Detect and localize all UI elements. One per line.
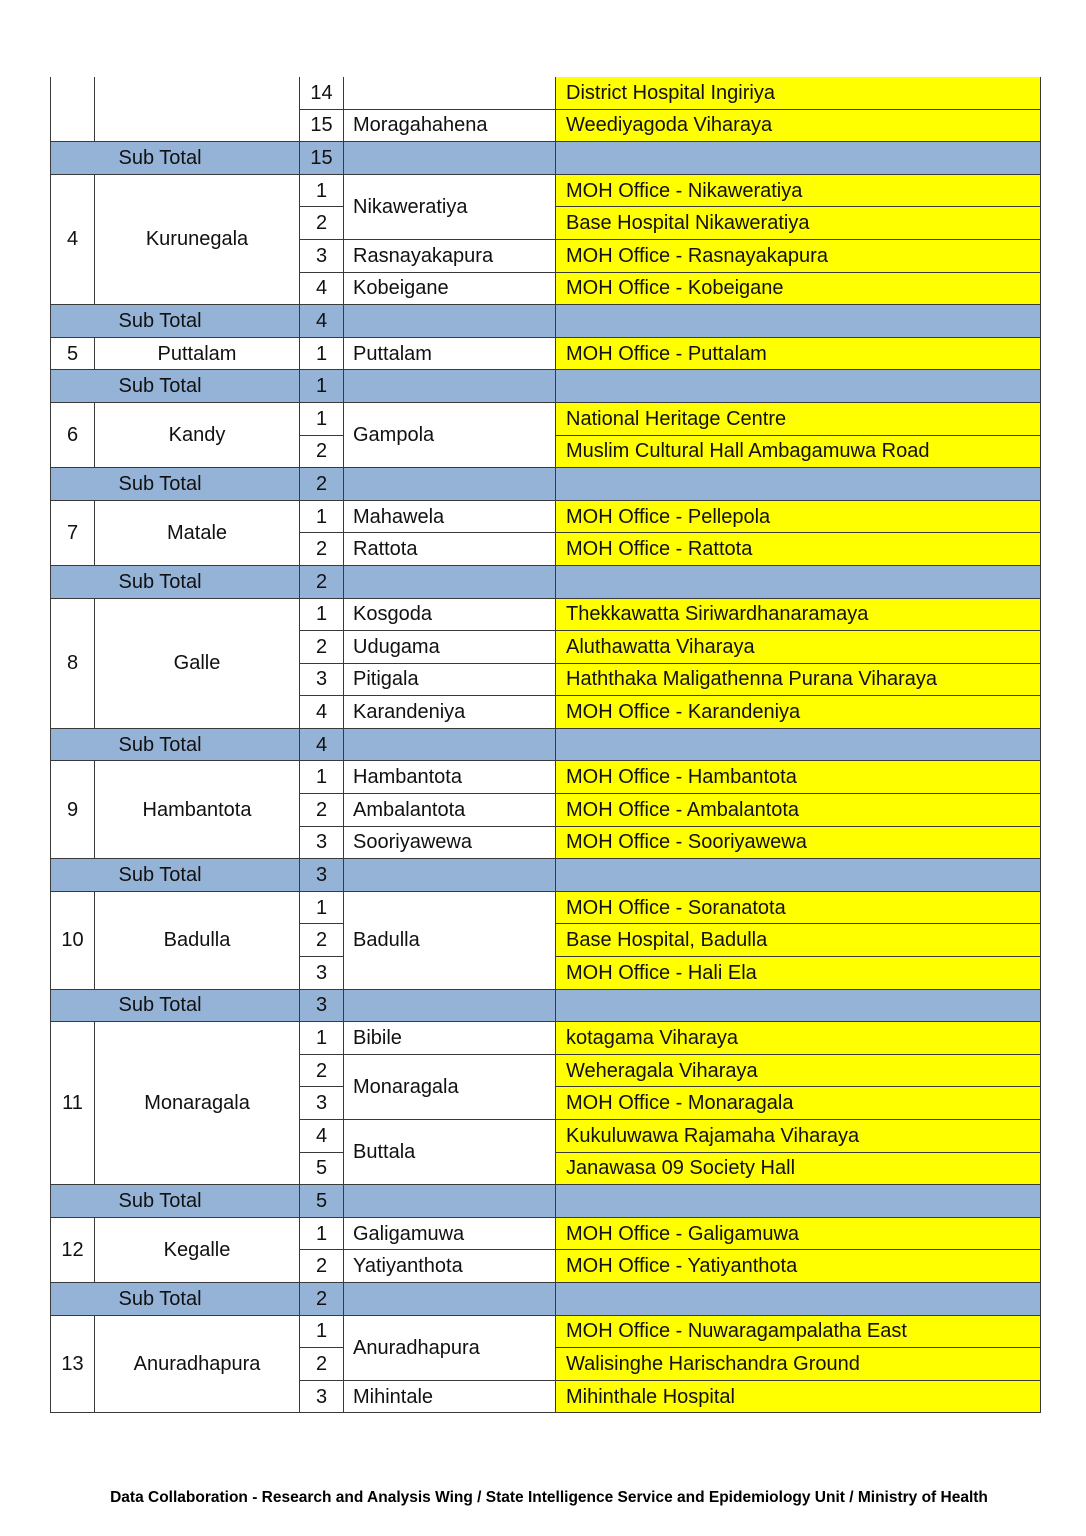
table-row bbox=[51, 891, 1041, 924]
row-index: 1 bbox=[300, 891, 344, 924]
vaccination-location: Muslim Cultural Hall Ambagamuwa Road bbox=[556, 435, 1041, 468]
district-number: 13 bbox=[51, 1315, 95, 1413]
subtotal-empty-cell bbox=[556, 142, 1041, 175]
table-row bbox=[51, 1022, 1041, 1055]
moh-area: Mihintale bbox=[344, 1380, 556, 1413]
subtotal-value: 2 bbox=[300, 1282, 344, 1315]
subtotal-empty-cell bbox=[556, 565, 1041, 598]
vaccination-location: Aluthawatta Viharaya bbox=[556, 631, 1041, 664]
vaccination-location: MOH Office - Karandeniya bbox=[556, 696, 1041, 729]
row-index: 3 bbox=[300, 1087, 344, 1120]
district-number: 7 bbox=[51, 500, 95, 565]
subtotal-label: Sub Total bbox=[51, 728, 300, 761]
moh-area: Karandeniya bbox=[344, 696, 556, 729]
subtotal-empty-cell bbox=[344, 1282, 556, 1315]
subtotal-label: Sub Total bbox=[51, 142, 300, 175]
subtotal-empty-cell bbox=[344, 1185, 556, 1218]
table-row bbox=[51, 402, 1041, 435]
subtotal-empty-cell bbox=[556, 989, 1041, 1022]
district-number: 4 bbox=[51, 174, 95, 304]
vaccination-location: MOH Office - Ambalantota bbox=[556, 794, 1041, 827]
table-row bbox=[51, 598, 1041, 631]
district-name bbox=[95, 77, 300, 142]
row-index: 15 bbox=[300, 109, 344, 142]
subtotal-row bbox=[51, 468, 1041, 501]
moh-area: Pitigala bbox=[344, 663, 556, 696]
subtotal-row bbox=[51, 728, 1041, 761]
row-index: 2 bbox=[300, 794, 344, 827]
moh-area: Ambalantota bbox=[344, 794, 556, 827]
row-index: 14 bbox=[300, 77, 344, 109]
row-index: 1 bbox=[300, 1217, 344, 1250]
moh-area: Monaragala bbox=[344, 1054, 556, 1119]
vaccination-location: MOH Office - Monaragala bbox=[556, 1087, 1041, 1120]
district-name: Kandy bbox=[95, 402, 300, 467]
vaccination-location: MOH Office - Kobeigane bbox=[556, 272, 1041, 305]
vaccination-location: MOH Office - Rasnayakapura bbox=[556, 239, 1041, 272]
subtotal-empty-cell bbox=[556, 859, 1041, 892]
subtotal-empty-cell bbox=[344, 728, 556, 761]
subtotal-empty-cell bbox=[556, 305, 1041, 338]
subtotal-value: 2 bbox=[300, 565, 344, 598]
subtotal-empty-cell bbox=[344, 370, 556, 403]
moh-area: Puttalam bbox=[344, 337, 556, 370]
row-index: 2 bbox=[300, 1348, 344, 1381]
subtotal-value: 5 bbox=[300, 1185, 344, 1218]
vaccination-location: MOH Office - Yatiyanthota bbox=[556, 1250, 1041, 1283]
row-index: 2 bbox=[300, 533, 344, 566]
district-number: 12 bbox=[51, 1217, 95, 1282]
vaccination-location: Janawasa 09 Society Hall bbox=[556, 1152, 1041, 1185]
row-index: 2 bbox=[300, 631, 344, 664]
subtotal-empty-cell bbox=[556, 1185, 1041, 1218]
moh-area bbox=[344, 77, 556, 109]
district-name: Galle bbox=[95, 598, 300, 728]
table-row bbox=[51, 1315, 1041, 1348]
vaccination-location: MOH Office - Pellepola bbox=[556, 500, 1041, 533]
vaccination-location: Kukuluwawa Rajamaha Viharaya bbox=[556, 1120, 1041, 1153]
vaccination-location: District Hospital Ingiriya bbox=[556, 77, 1041, 109]
moh-area: Udugama bbox=[344, 631, 556, 664]
vaccination-location: Weheragala Viharaya bbox=[556, 1054, 1041, 1087]
moh-area: Moragahahena bbox=[344, 109, 556, 142]
moh-area: Nikaweratiya bbox=[344, 174, 556, 239]
subtotal-empty-cell bbox=[556, 728, 1041, 761]
district-name: Hambantota bbox=[95, 761, 300, 859]
vaccination-location: MOH Office - Nikaweratiya bbox=[556, 174, 1041, 207]
subtotal-value: 15 bbox=[300, 142, 344, 175]
footer-credit: Data Collaboration - Research and Analysis Wing / State Intelligence Service and Epidemiology Unit / Ministry of Health bbox=[110, 1489, 988, 1506]
moh-area: Sooriyawewa bbox=[344, 826, 556, 859]
district-number: 9 bbox=[51, 761, 95, 859]
subtotal-row bbox=[51, 1185, 1041, 1218]
subtotal-empty-cell bbox=[344, 142, 556, 175]
row-index: 1 bbox=[300, 337, 344, 370]
vaccination-location: MOH Office - Puttalam bbox=[556, 337, 1041, 370]
vaccination-location: MOH Office - Hambantota bbox=[556, 761, 1041, 794]
moh-area: Galigamuwa bbox=[344, 1217, 556, 1250]
subtotal-row bbox=[51, 370, 1041, 403]
row-index: 2 bbox=[300, 1250, 344, 1283]
row-index: 4 bbox=[300, 272, 344, 305]
row-index: 3 bbox=[300, 1380, 344, 1413]
vaccination-location: Base Hospital Nikaweratiya bbox=[556, 207, 1041, 240]
subtotal-empty-cell bbox=[556, 1282, 1041, 1315]
moh-area: Badulla bbox=[344, 891, 556, 989]
row-index: 2 bbox=[300, 924, 344, 957]
row-index: 3 bbox=[300, 239, 344, 272]
moh-area: Kosgoda bbox=[344, 598, 556, 631]
row-index: 3 bbox=[300, 826, 344, 859]
district-name: Kegalle bbox=[95, 1217, 300, 1282]
subtotal-value: 3 bbox=[300, 989, 344, 1022]
subtotal-row bbox=[51, 305, 1041, 338]
district-number: 8 bbox=[51, 598, 95, 728]
subtotal-empty-cell bbox=[344, 468, 556, 501]
row-index: 2 bbox=[300, 207, 344, 240]
vaccination-location: MOH Office - Galigamuwa bbox=[556, 1217, 1041, 1250]
subtotal-empty-cell bbox=[344, 305, 556, 338]
row-index: 2 bbox=[300, 1054, 344, 1087]
vaccination-location: Mihinthale Hospital bbox=[556, 1380, 1041, 1413]
moh-area: Anuradhapura bbox=[344, 1315, 556, 1380]
subtotal-label: Sub Total bbox=[51, 1185, 300, 1218]
district-number: 6 bbox=[51, 402, 95, 467]
subtotal-row bbox=[51, 989, 1041, 1022]
subtotal-value: 3 bbox=[300, 859, 344, 892]
row-index: 1 bbox=[300, 500, 344, 533]
subtotal-value: 4 bbox=[300, 305, 344, 338]
vaccination-location: MOH Office - Rattota bbox=[556, 533, 1041, 566]
moh-area: Kobeigane bbox=[344, 272, 556, 305]
subtotal-value: 1 bbox=[300, 370, 344, 403]
vaccination-location: Walisinghe Harischandra Ground bbox=[556, 1348, 1041, 1381]
table-row bbox=[51, 77, 1041, 109]
subtotal-label: Sub Total bbox=[51, 859, 300, 892]
vaccination-location: Base Hospital, Badulla bbox=[556, 924, 1041, 957]
vaccination-location: MOH Office - Sooriyawewa bbox=[556, 826, 1041, 859]
district-name: Monaragala bbox=[95, 1022, 300, 1185]
district-name: Kurunegala bbox=[95, 174, 300, 304]
table-row bbox=[51, 761, 1041, 794]
subtotal-label: Sub Total bbox=[51, 1282, 300, 1315]
table-body bbox=[51, 77, 1041, 1413]
table-row bbox=[51, 337, 1041, 370]
vaccination-location: National Heritage Centre bbox=[556, 402, 1041, 435]
subtotal-value: 4 bbox=[300, 728, 344, 761]
subtotal-empty-cell bbox=[344, 565, 556, 598]
table-row bbox=[51, 1217, 1041, 1250]
row-index: 1 bbox=[300, 598, 344, 631]
vaccination-location: Haththaka Maligathenna Purana Viharaya bbox=[556, 663, 1041, 696]
moh-area: Buttala bbox=[344, 1120, 556, 1185]
subtotal-label: Sub Total bbox=[51, 565, 300, 598]
moh-area: Gampola bbox=[344, 402, 556, 467]
moh-area: Rattota bbox=[344, 533, 556, 566]
subtotal-label: Sub Total bbox=[51, 305, 300, 338]
subtotal-empty-cell bbox=[556, 468, 1041, 501]
vaccination-location: Thekkawatta Siriwardhanaramaya bbox=[556, 598, 1041, 631]
district-number: 5 bbox=[51, 337, 95, 370]
moh-area: Mahawela bbox=[344, 500, 556, 533]
district-number bbox=[51, 77, 95, 142]
row-index: 2 bbox=[300, 435, 344, 468]
vaccination-location: kotagama Viharaya bbox=[556, 1022, 1041, 1055]
vaccination-location: MOH Office - Nuwaragampalatha East bbox=[556, 1315, 1041, 1348]
subtotal-label: Sub Total bbox=[51, 989, 300, 1022]
district-name: Matale bbox=[95, 500, 300, 565]
row-index: 4 bbox=[300, 1120, 344, 1153]
subtotal-empty-cell bbox=[344, 859, 556, 892]
row-index: 1 bbox=[300, 174, 344, 207]
row-index: 4 bbox=[300, 696, 344, 729]
table-row bbox=[51, 174, 1041, 207]
subtotal-empty-cell bbox=[344, 989, 556, 1022]
subtotal-row bbox=[51, 1282, 1041, 1315]
subtotal-empty-cell bbox=[556, 370, 1041, 403]
district-name: Puttalam bbox=[95, 337, 300, 370]
row-index: 1 bbox=[300, 761, 344, 794]
moh-area: Rasnayakapura bbox=[344, 239, 556, 272]
row-index: 1 bbox=[300, 402, 344, 435]
row-index: 1 bbox=[300, 1022, 344, 1055]
row-index: 1 bbox=[300, 1315, 344, 1348]
subtotal-label: Sub Total bbox=[51, 468, 300, 501]
row-index: 3 bbox=[300, 663, 344, 696]
moh-area: Hambantota bbox=[344, 761, 556, 794]
subtotal-label: Sub Total bbox=[51, 370, 300, 403]
vaccination-centers-table bbox=[50, 77, 1041, 1413]
table-row bbox=[51, 500, 1041, 533]
row-index: 3 bbox=[300, 957, 344, 990]
vaccination-location: MOH Office - Soranatota bbox=[556, 891, 1041, 924]
vaccination-location: Weediyagoda Viharaya bbox=[556, 109, 1041, 142]
subtotal-row bbox=[51, 565, 1041, 598]
district-number: 11 bbox=[51, 1022, 95, 1185]
moh-area: Yatiyanthota bbox=[344, 1250, 556, 1283]
district-name: Badulla bbox=[95, 891, 300, 989]
subtotal-value: 2 bbox=[300, 468, 344, 501]
row-index: 5 bbox=[300, 1152, 344, 1185]
subtotal-row bbox=[51, 859, 1041, 892]
district-number: 10 bbox=[51, 891, 95, 989]
moh-area: Bibile bbox=[344, 1022, 556, 1055]
district-name: Anuradhapura bbox=[95, 1315, 300, 1413]
subtotal-row bbox=[51, 142, 1041, 175]
vaccination-location: MOH Office - Hali Ela bbox=[556, 957, 1041, 990]
